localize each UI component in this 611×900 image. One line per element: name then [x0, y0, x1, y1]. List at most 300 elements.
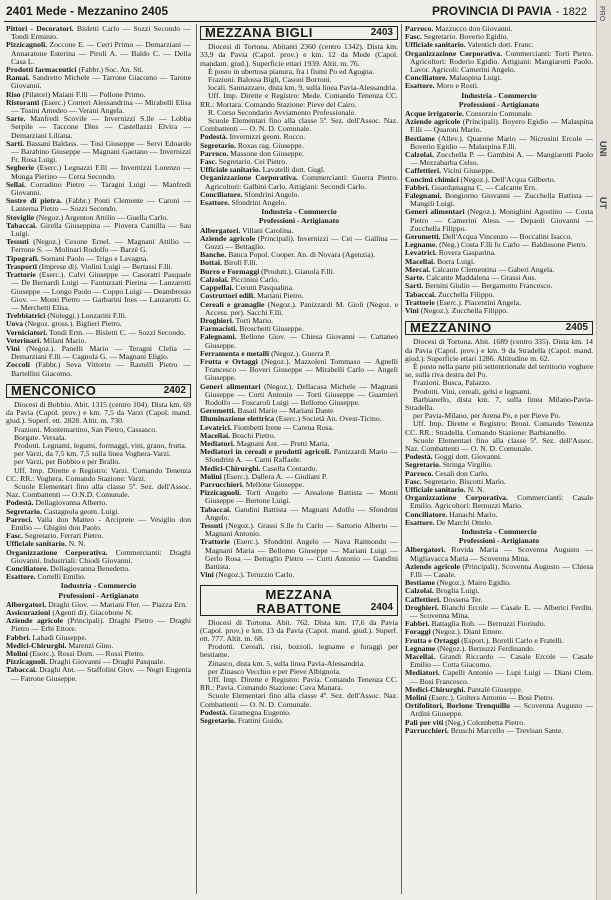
intro-paragraph: Scuole Elementari fino alla classe 4ª. Sez. dell'Assoc. Naz. Combattenti — O. N. D. Comunale. [200, 691, 398, 709]
entry-category: Generi alimentari [405, 207, 465, 217]
entry-category: Ramai. [6, 73, 30, 83]
entry-names: (Eserc.). Piacentini Angela. [434, 297, 521, 307]
entry-names: Rovida Maria — Scovenna Augusto — Migliavacca Maria — Scovenna Mina. [410, 545, 593, 563]
entry-category: Segretario. [200, 140, 236, 150]
section-intro [200, 43, 398, 133]
entry-category: Ferramenta e metalli [200, 348, 270, 358]
entry-category: Frutta e Ortaggi [405, 635, 460, 645]
entry-category: Parroco. [200, 148, 229, 158]
entry-names: Cesali don Carlo. [433, 468, 489, 478]
entry-names: Sfondrini Angelo. [229, 198, 287, 208]
entry-names: (Noleggi.) Lonzarini F.lli. [45, 311, 127, 321]
entry-category: Fasc. [6, 531, 23, 541]
entry-category: Vini [405, 305, 419, 315]
entry-category: Verniciatori. [6, 327, 48, 337]
entry-names: Gandini Battista — Magnani Adolfo — Sfondrini Angelo. [205, 504, 398, 522]
entry-names: (Neg.) Colombetta Pietro. [443, 717, 526, 727]
officials-list [6, 499, 191, 581]
entry-names: (Fabbr.) Seva Vittorio — Rastelli Pietro — Bartellini Giacomo. [11, 360, 191, 378]
entry-names: Segretario. Boverio Egidio. [421, 32, 509, 42]
directory-entry [405, 208, 593, 233]
intro-paragraph: Uff. Imp. Dirette e Registro: Varzi. Comando Tenenza CC. RR.: Voghera. Comando Stazione: Varzi. [6, 465, 191, 483]
entry-category: Macellai. [200, 430, 231, 440]
section-intro [200, 619, 398, 709]
entry-category: Prodotti farmaceutici [6, 65, 77, 75]
entry-category: Fabbri. [405, 182, 430, 192]
intro-paragraph: Frazioni. Busca, Palazzo. [413, 378, 491, 388]
entry-category: Gerometti. [405, 232, 441, 242]
trade-list [200, 227, 398, 580]
entry-names: (Negoz.) Argenton Attilio — Guella Carlo. [34, 212, 169, 222]
entry-category: Sarte. [405, 273, 425, 283]
entry-category: Macellai. [405, 652, 436, 662]
entry-category: Falegnami. [405, 191, 442, 201]
entry-category: Parroco. [405, 468, 434, 478]
entry-names: (Eserc.). Dallera A. — Giuliani P. [221, 471, 328, 481]
entry-category: Mercai. [405, 264, 431, 274]
section-number: 2405 [565, 322, 588, 334]
directory-entry [6, 666, 191, 682]
entry-category: Esattore. [200, 198, 230, 208]
entry-category: Assicurazioni [6, 608, 51, 618]
entry-category: Medici-Chirurghi. [6, 640, 67, 650]
intro-paragraph: È posto in ubertosa pianura, fra i fiumi Po ed Agogna. [208, 66, 375, 76]
entry-category: Ufficiale sanitario. [405, 40, 466, 50]
directory-entry [6, 345, 191, 361]
entry-category: Aziende agricole [405, 561, 460, 571]
entry-category: Medici-Chirurghi. [200, 463, 261, 473]
entry-category: Aziende agricole [200, 233, 256, 243]
entry-names: (Produtt.). Gianola F.lli. [259, 266, 335, 276]
entry-names: Magnani Ant. — Pretti Maria. [234, 438, 330, 448]
entry-category: Sarti. [405, 281, 424, 291]
mede-trade-list [6, 25, 191, 378]
entry-category: Pittori - Decoratori. [6, 25, 74, 33]
entry-category: Molini [200, 471, 222, 481]
entry-names: Bongiorno Giovanni — Zucchella Battista — Mangili Luigi. [410, 191, 593, 209]
running-head [6, 4, 605, 20]
entry-category: Parroci. [6, 514, 33, 524]
entry-names: Milani Mario. [41, 335, 87, 345]
officials-list [200, 133, 398, 207]
trade-list [405, 546, 593, 735]
entry-category: Caffettieri. [405, 594, 442, 604]
directory-entry [405, 50, 593, 75]
entry-names: (Pilatori) Maiani F.lli — Pollone Primo. [20, 89, 146, 99]
entry-category: Organizzazione Corporativa. [6, 547, 108, 557]
entry-names: Panizzardi Mario — Sfondrini A. — Carni Raffaele. [205, 447, 398, 465]
entry-names: (Imprese di). Violini Luigi — Bertassi F.lli. [37, 261, 173, 271]
entry-names: Fiombetti Irene — Carena Rosa. [231, 422, 334, 432]
entry-names: Roxas rag. Giuseppe. [235, 140, 304, 150]
entry-names: (Negoz.). Grassi S.lle fu Carlo — Sartorio Alberto — Magnani Antonio. [205, 520, 398, 539]
entry-category: Acque irrigatorie. [405, 109, 464, 119]
entry-names: Mazzucco don Giovanni. [433, 25, 513, 33]
entry-names: Commercianti: Torti Pietro. Agricoltori: Roderio Egidio. Artigiani: Mangiarotti Paolo. Lavor. Agricoli: Camerini Angelo. [410, 48, 593, 75]
entry-names: Bruschi Marcello — Trevisan Sante. [448, 725, 564, 735]
entry-category: Riso [6, 89, 21, 99]
entry-names: Commercianti: Casale Emilio. Agricoltori: Bernuzzi Mario. [410, 493, 593, 511]
entry-names: (Negoz.). Teruzzio Carlo. [213, 570, 295, 580]
entry-names: De Marchi Ottelo. [434, 517, 493, 527]
entry-category: Trattorie [6, 270, 36, 280]
trade-list [6, 601, 191, 683]
subheading: Professioni - Artigianato [58, 590, 139, 600]
entry-names: (Esport.). Borelli Carlo e Fratelli. [459, 635, 564, 645]
entry-names: — Scovenna Augusto — Ardini Giuseppe. [410, 701, 593, 719]
directory-entry [405, 151, 593, 167]
entry-names: (Eserc.). Calvi Giuseppe — Casoratti Pasquale — De Bernardi Luigi — Fantuzzati Pierina — Lanzarotti Giuseppe — Longo Paolo — Coppo Luigi — Deambrosio Giov. — Monti Pietro — Garbarini Ines — Lanzarotti G. — Merchetti Elisa. [11, 270, 191, 312]
entry-category: Aziende agricole [405, 117, 461, 127]
entry-category: Ufficiale sanitario. [6, 539, 67, 549]
entry-category: Gerometti. [200, 406, 236, 416]
entry-names: Cortelli Emilio. [35, 572, 86, 582]
intro-paragraph: locali. Sannazzaro, dista km. 9, sulla linea Pavia-Alessandria. [208, 83, 398, 93]
entry-category: Bestiame [405, 133, 435, 143]
entry-category: Conciliatore. [200, 189, 243, 199]
intro-paragraph: per Pavia-Milano, per Arena Po, e per Pieve Po. [413, 411, 561, 421]
directory-entry [200, 174, 398, 190]
directory-entry [405, 727, 593, 735]
entry-category: Legname [405, 643, 436, 653]
directory-entry [405, 135, 593, 151]
subheading: Industria - Commercio [461, 526, 537, 536]
entry-category: Cereali e granaglie [200, 299, 265, 309]
entry-names: Commercianti: Draghi Giovanni. Industriali: Chiodi Giovanni. [11, 547, 191, 565]
entry-names: Grandi Riccardo — Casale Ercole — Casale Emilio — Cotta Giacomo. [410, 652, 593, 670]
entry-category: Trattorie [405, 297, 435, 307]
header-province: PROVINCIA DI PAVIA [432, 4, 552, 18]
entry-names: Mellone Giuseppe. [243, 479, 305, 489]
entry-category: Podestà. [6, 498, 34, 508]
entry-category: Fasc. [405, 32, 422, 42]
entry-names: (Negoz.). Zucchella Filippo. [418, 305, 509, 315]
intro-paragraph: Prodotti. Vini, cereali, gelsi e legnami. [413, 386, 532, 396]
entry-names: Hanachi Mario. [447, 509, 498, 519]
intro-paragraph: Scuole Elementari fino alla classe 5ª. Sez. dell'Assoc. Naz. Combattenti — O. N. D. Comunale. [405, 435, 593, 453]
entry-category: Bottai. [200, 258, 222, 268]
entry-category: Banche. [200, 250, 227, 260]
entry-category: Macellai. [405, 256, 436, 266]
entry-names: Calcante Maddalena — Grassi Aus. [424, 273, 537, 283]
directory-entry [200, 199, 398, 207]
entry-names: Stringa Virgilio. [440, 460, 493, 470]
entry-category: Conciliatore. [405, 509, 448, 519]
entry-category: Sostre di pietra. [6, 196, 62, 206]
entry-category: Organizzazione Corporativa. [405, 48, 503, 58]
officials-list [405, 25, 593, 91]
entry-names: Gramegna Eugenio. [227, 707, 291, 717]
entry-category: Parrucchieri. [405, 725, 449, 735]
entry-category: Uova [6, 319, 24, 329]
entry-category: Albergatori. [405, 545, 446, 555]
section-heading-mezzanino [405, 321, 593, 335]
margin-text: UT [598, 196, 608, 209]
entry-names: Torti Angelo — Ansalone Battista — Monti Giuseppe — Bertone Luigi. [205, 488, 398, 506]
entry-names: N. N. [66, 539, 86, 549]
entry-category: Stoviglie [6, 212, 35, 222]
entry-category: Tessuti [200, 520, 223, 530]
entry-category: Falegnami. [200, 332, 237, 342]
entry-names: (Neg.) Costa F.lli fu Carlo — Baldissone Pietro. [437, 240, 588, 250]
entry-category: Molini [6, 649, 28, 659]
entry-category: Sarti. [6, 138, 25, 148]
directory-entry [200, 301, 398, 317]
entry-category: Pali per viti [405, 717, 444, 727]
page-number: - 1822 [555, 6, 587, 18]
entry-names: Sornani Paolo — Trigo e Lavagna. [38, 253, 149, 263]
subheading: Professioni - Artigianato [458, 99, 540, 109]
entry-category: Trasporti [6, 261, 38, 271]
entry-names: Torti Mario. [233, 315, 274, 325]
entry-category: Tessuti [6, 237, 29, 247]
directory-entry [405, 82, 593, 90]
intro-paragraph: Uff. Imp. Dirette e Registro: Broni. Comando Tenenza CC. RR.: Stradella. Comando Stazione: Barbianello. [405, 419, 593, 437]
entry-category: Tabaccai. [200, 504, 232, 514]
section-intro [6, 401, 191, 499]
subheading: Industria - Commercio [261, 207, 337, 217]
margin-text: UNI [598, 141, 608, 157]
section-heading-mezzana-bigli [200, 26, 398, 40]
intro-paragraph: Diocesi di Bobbio. Abit. 1315 (centro 104). Dista km. 69 da Pavia (Capol. prov.) e km. 7,5 da Varzi (Capol. mand. giud.). Superf. ett. 2828. Altit. m. 730. [6, 399, 191, 426]
entry-category: Podestà. [200, 707, 228, 717]
entry-category: Sarte. [6, 114, 26, 124]
entry-names: (Eserc.) Società An. Ovest-Ticino. [274, 414, 382, 424]
entry-names: (Principali). Invernizzi — Cei — Gallina — Gozzi — Bettaglio. [205, 233, 398, 252]
directory-entry [405, 494, 593, 510]
directory-entry [405, 604, 593, 620]
entry-names: Broschetti Giuseppe. [237, 324, 304, 334]
section-name: MENCONICO [11, 382, 97, 398]
entry-names: Banca Popol. Cooper. An. di Novara (Agenzia). [226, 250, 376, 260]
subheading: Professioni - Artigianato [258, 216, 340, 226]
entry-names: (Negoz.) Cesone Ernel. — Magnani Attilio — Ferrone S. — Molinari Rodolfo — Barzè G. [11, 237, 191, 255]
directory-entry [6, 361, 191, 377]
column-3 [405, 25, 593, 896]
entry-names: Labadi Giuseppe. [30, 632, 87, 642]
entry-names: Marenzi Gino. [66, 640, 114, 650]
entry-category: Esattore. [405, 81, 435, 91]
directory-entry [6, 617, 191, 633]
intro-paragraph: Zinasco, dista km. 5, sulla linea Pavia-Alessandria. [208, 658, 366, 668]
entry-names: Segretario. Ferrari Pietro. [22, 531, 104, 541]
officials-list [200, 709, 398, 725]
entry-names: Dossena Ter. [441, 594, 483, 604]
entry-names: Segretario. Cei Pietro. [216, 157, 288, 167]
entry-category: Trebbiatrici [6, 311, 46, 321]
entry-category: Podestà. [405, 452, 433, 462]
directory-entry [6, 140, 191, 165]
subheading: Industria - Commercio [461, 90, 537, 100]
intro-paragraph: Borgate. Versala. [14, 432, 67, 442]
entry-names: (Negoz.). Bernuzzi Ferdinando. [435, 643, 535, 653]
directory-entry [405, 702, 593, 718]
intro-paragraph: Scuole Elementari fino alla classe 5ª. Sez. dell'Assoc. Naz. Combattenti — O.N.D. Comunale. [6, 481, 191, 500]
entry-category: Mediatori. [200, 438, 235, 448]
entry-category: Segretario. [405, 460, 441, 470]
entry-category: Levatrici. [405, 248, 437, 258]
directory-entry [200, 235, 398, 251]
entry-names: Zucchella P. — Gambini A. — Mangiarotti Paolo — Mezzabarba Celso. [410, 150, 593, 168]
entry-names: (Negoz.). Diani Ettore. [430, 627, 504, 637]
entry-names: (Eserc.). Sfondrini Angelo — Nava Raimondo — Magnani Maria — Bellomo Giuseppe — Mariani Luigi — Gerlo Rosa — Bettaglio Pietro — Curti Antonio — Gandini Battista. [205, 537, 398, 571]
entry-names: Segretario. Biscotti Mario. [421, 476, 506, 486]
directory-entry [200, 506, 398, 522]
intro-paragraph: Barbianello, dista km. 7, sulla linea Milano-Pavia-Stradella. [405, 394, 593, 412]
entry-names: Tondi Erm. — Bisletti C. — Sozzi Secondo. [47, 327, 186, 337]
column-divider [196, 24, 197, 894]
directory-entry [200, 538, 398, 571]
directory-entry [405, 653, 593, 669]
directory-entry [200, 571, 398, 579]
directory-entry [6, 41, 191, 66]
entry-category: Bestiame [405, 578, 435, 588]
entry-names: Manfredi Scovile — Invernizzi S.lle — Lobba Serpile — Taccone Dies — Castellazzi Elvira — Demarziani Liliana. [11, 114, 191, 140]
entry-category: Calzolai. [405, 586, 434, 596]
entry-names: Zucchella Filippo. [436, 289, 495, 299]
entry-names: Battaglia Rob. — Bernuzzi Fiorindo. [429, 619, 546, 629]
directory-entry [200, 717, 398, 725]
entry-category: Esattore. [6, 572, 36, 582]
entry-category: Foraggi [405, 627, 431, 637]
entry-names: Dellagiovanna Alberto. [33, 498, 108, 508]
entry-names: Sandretto Michele — Tarrone Giacomo — Tarone Giovanni. [11, 73, 191, 91]
directory-entry [200, 448, 398, 464]
entry-names: Rovera Gasparina. [436, 248, 496, 258]
entry-category: Generi alimentari [200, 381, 261, 391]
entry-names: (Principali). Draghi Pietro — Draghi Pietro — Erbi Ettore. [11, 616, 191, 634]
entry-names: Zoccone E. — Cerri Primo — Demarziani — Annaratone Esterina — Piroli A. — Baldo C. — Della Casa L. [11, 40, 191, 66]
intro-paragraph: Diocesi di Tortona. Abit. 762. Dista km. 17,6 da Pavia (Capol. prov.) e km. 13 da Pavia (Capol. mand. giud.). Superf. ett. 777. Altit. m. 68. [200, 617, 398, 644]
entry-names: N. N. [465, 484, 485, 494]
entry-names: Bernini Giulio — Bergamotto Francesco. [423, 281, 553, 291]
entry-category: Parrucchieri. [200, 479, 244, 489]
entry-names: Capelli Antonio — Lupi Luigi — Diani Clem. — Bosi Francesco. [410, 668, 593, 686]
entry-category: Ortifolitori, Borlone Trenquillo [405, 701, 510, 711]
subheading: Professioni - Artigianato [458, 536, 540, 546]
entry-category: Concimi chimici [405, 174, 459, 184]
entry-category: Vini [200, 570, 214, 580]
directory-entry [6, 573, 191, 581]
entry-names: (Eserc.). Goltera Antonio — Bosi Pietro. [426, 693, 555, 703]
entry-category: Tabaccai. [405, 289, 437, 299]
entry-category: Fabbri. [405, 619, 430, 629]
directory-entry [405, 519, 593, 527]
section-intro [405, 338, 593, 453]
intro-paragraph: Diocesi di Tortona. Abit. 1689 (centro 335). Dista km. 14 da Pavia (Capol. prov.) e km. 9 da Stradella (Capol. mand. giud.). Superficie ettari 1286. Altitudine m. 62. [405, 337, 593, 363]
column-divider [401, 24, 402, 894]
entry-names: (Negoz.). Dellacasa Michele — Magnani Giuseppe — Curti Antonio — Torti Giuseppe — Guarnieri Rodolfo — Foscaroli Luigi — Bellomo Giuseppe. [205, 381, 398, 407]
entry-names: (Negoz.). Guerra P. [269, 348, 331, 358]
entry-category: Segretario. [200, 716, 236, 726]
header-rule [4, 21, 603, 22]
directory-entry [405, 669, 593, 685]
entry-names: (Agenti di). Giacobone N. [50, 608, 133, 618]
directory-entry [405, 563, 593, 579]
entry-names: Dell'Acqua Vincenzo — Boccalini Isacco. [440, 232, 573, 242]
entry-names: Malaspina Luigi. [447, 73, 502, 83]
section-number: 2403 [370, 27, 393, 38]
entry-names: Birolì F.lli. [222, 258, 258, 268]
entry-names: (Fabbr.) Soc. An. Sti. [76, 65, 144, 75]
entry-names: Girella Giuseppina — Piovera Camilla — Sau Luigi. [11, 220, 191, 239]
entry-category: Ufficiale sanitario. [200, 165, 261, 175]
intro-paragraph: Diocesi di Tortona. Abitanti 2360 (centro 1342). Dista km. 33,9 da Pavia (Capol. prov.) e km. 12 da Mede (Capol. mandam. giud.). Superficie ettari 1939. Altit. m. 76. [200, 42, 398, 68]
directory-entry [6, 222, 191, 238]
directory-entry [200, 383, 398, 408]
entry-names: Lavatelli dott. Gugl. [260, 165, 325, 175]
entry-category: Tipografi. [6, 253, 39, 263]
entry-names: Draghi Giov. — Mariani Flor. — Piazza Ern. [46, 599, 187, 609]
entry-names: (Principali). Scovenna Augusto — Chiesa F.lli — Casale. [410, 561, 593, 579]
column-1 [6, 25, 191, 896]
directory-entry [6, 238, 191, 254]
entry-names: Calcante Clementina — Gaberi Angela. [430, 264, 555, 274]
section-name: MEZZANA BIGLI [205, 25, 313, 40]
entry-category: Medici-Chirurghi. [405, 684, 466, 694]
directory-entry [6, 99, 191, 115]
entry-category: Aziende agricole [6, 616, 63, 626]
entry-category: Illuminazione elettrica [200, 414, 275, 424]
entry-names: Boschi Pietro. [230, 430, 276, 440]
entry-category: Albergatori. [200, 225, 241, 235]
intro-paragraph: Frazioni. Montemartino, San Pietro, Cassasco. [14, 424, 158, 434]
entry-category: Veterinari. [6, 335, 42, 345]
entry-category: Frutta e Ortaggi [200, 356, 258, 366]
entry-names: Corradino Pietro — Taragni Luigi — Manfredi Giovanni. [11, 179, 191, 198]
margin-text: PRO [598, 6, 605, 22]
entry-names: Valentich dott. Franc. [465, 40, 534, 50]
entry-category: Tabaccai. [6, 665, 38, 675]
entry-names: (Eserc.) Legnazzi F.lli — Invernizzi Lorenzo — Monga Pierino — Cerra Secondo. [11, 163, 191, 181]
entry-category: Vini [6, 343, 20, 353]
directory-entry [200, 522, 398, 538]
entry-category: Trattorie [200, 537, 230, 547]
entry-names: Castagnola geom. Luigi. [41, 506, 120, 516]
entry-names: Vicini Giuseppe. [441, 166, 495, 176]
entry-names: Dellagiovanna Benedetto. [48, 564, 131, 573]
entry-names: Casella Contardo. [260, 463, 318, 473]
entry-category: Levatrici. [200, 422, 232, 432]
directory-entry [405, 192, 593, 208]
entry-names: Moro e Rosti. [434, 81, 479, 91]
entry-category: Esattore. [405, 517, 435, 527]
entry-category: Droghieri. [405, 602, 439, 612]
entry-category: Podestà. [200, 132, 228, 142]
directory-entry [200, 489, 398, 505]
entry-names: Commercianti: Guerra Pietro. Agricoltori: Galbini Carlo. Artigiani: Secondi Carlo. [205, 173, 398, 191]
entry-category: Burro e Formaggi [200, 266, 260, 276]
header-right [432, 4, 587, 18]
section-name: MEZZANA [265, 587, 333, 603]
entry-category: Mediatori. [405, 668, 440, 678]
directory-entry [6, 197, 191, 213]
entry-names: Draghi Giovanni — Draghi Pasquale. [47, 657, 166, 667]
entry-names: Villani Carolina. [240, 225, 294, 235]
entry-category: Legname. [405, 240, 438, 250]
column-2 [200, 25, 398, 896]
entry-category: Ristoranti [6, 97, 40, 107]
entry-category: Cappellai. [200, 283, 234, 293]
entry-names: (Eserc.) Conteri Alessandrina — Mirabelli Elisa — Tosini Amedeo — Verani Angela. [11, 97, 191, 116]
entry-names: Bianchi Ercole — Casale E. — Alberici Ferdin. — Scovenna Mina. [410, 602, 593, 621]
directory-entry [6, 74, 191, 90]
intro-paragraph: per Varzi, per Bobbio e per Brallo. [14, 457, 121, 467]
directory-entry [405, 118, 593, 134]
entry-category: Tabaccai. [6, 220, 38, 230]
entry-names: (Principali). Boyero Egidio — Malaspina F.lli — Quaroni Mario. [410, 117, 593, 135]
section-number: 2402 [163, 384, 186, 396]
